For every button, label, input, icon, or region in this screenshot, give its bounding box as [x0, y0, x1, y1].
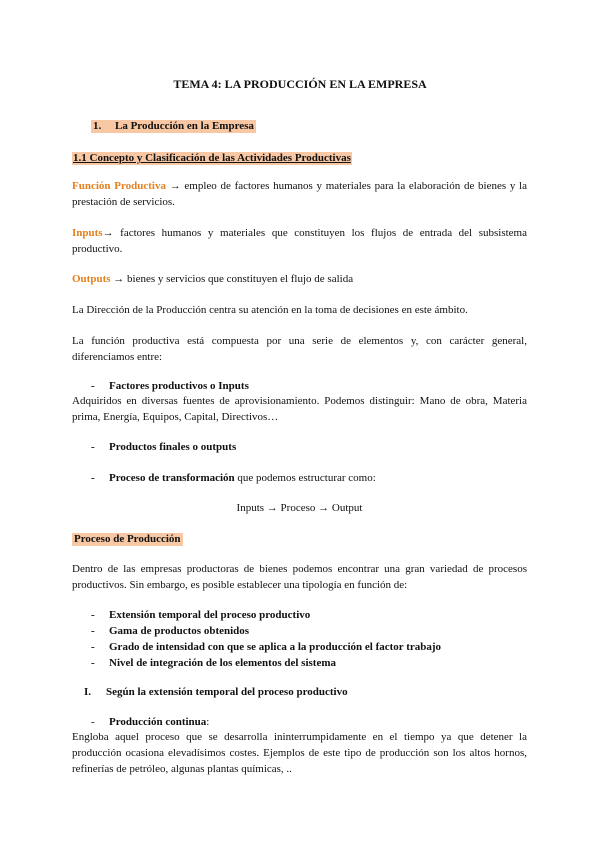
criteria-list — [91, 607, 531, 671]
element-factores: - Factores productivos o Inputs — [91, 380, 249, 392]
element-proceso: - Proceso de transformación que podemos estructurar como: — [91, 472, 376, 484]
arrow-icon: → — [113, 273, 125, 285]
section-heading-I: I. Según la extensión temporal del proceso productivo — [84, 686, 348, 698]
section-heading-1-highlight: 1. La Producción en la Empresa — [93, 120, 254, 132]
term-funcion-productiva: Función Productiva — [72, 180, 166, 192]
produccion-continua-heading: - Producción continua: — [91, 716, 210, 728]
page-title: TEMA 4: LA PRODUCCIÓN EN LA EMPRESA — [173, 77, 427, 91]
subsection-heading-1-1: 1.1 Concepto y Clasificación de las Actividades Productivas — [73, 152, 351, 164]
process-flow: Inputs → Proceso → Output — [236, 502, 363, 514]
paragraph-dentro: Dentro de las empresas productoras de bienes podemos encontrar una gran variedad de procesos productivos. Sin embargo, es posible establecer una tipología en función de: — [72, 563, 527, 591]
section-heading-1 — [91, 118, 256, 134]
list-item: - Nivel de integración de los elementos del sistema — [91, 657, 336, 669]
arrow-icon: → — [102, 227, 114, 239]
produccion-continua-desc: Engloba aquel proceso que se desarrolla ininterrumpidamente en el tiempo ya que detener la producción ocasiona elevadísimos costes. Ejemplos de este tipo de producción son los altos hornos, refinerías de petróleo, algunas plantas químicas, .. — [72, 731, 527, 775]
term-inputs: Inputs — [72, 227, 103, 239]
list-item: - Gama de productos obtenidos — [91, 625, 250, 637]
list-item: - Extensión temporal del proceso productivo — [91, 609, 311, 621]
definition-funcion-productiva: Función Productiva → empleo de factores humanos y materiales para la elaboración de bienes y la prestación de servicios. — [72, 180, 527, 208]
list-item: - Grado de intensidad con que se aplica a la producción el factor trabajo — [91, 641, 442, 653]
definition-outputs: Outputs → bienes y servicios que constituyen el flujo de salida — [72, 273, 354, 285]
paragraph-direccion: La Dirección de la Producción centra su atención en la toma de decisiones en este ámbito. — [72, 304, 468, 316]
paragraph-funcion: La función productiva está compuesta por una serie de elementos y, con carácter general, diferenciamos entre: — [72, 335, 527, 363]
proceso-heading: Proceso de Producción — [74, 533, 181, 545]
definition-inputs: Inputs→ factores humanos y materiales que constituyen los flujos de entrada del subsistema productivo. — [72, 227, 527, 255]
term-outputs: Outputs — [72, 273, 111, 285]
arrow-icon: → — [169, 180, 181, 192]
element-factores-desc: Adquiridos en diversas fuentes de aprovisionamiento. Podemos distinguir: Mano de obra, Materia prima, Energía, Equipos, Capital, Directivos… — [72, 395, 527, 423]
element-productos: - Productos finales o outputs — [91, 441, 237, 453]
